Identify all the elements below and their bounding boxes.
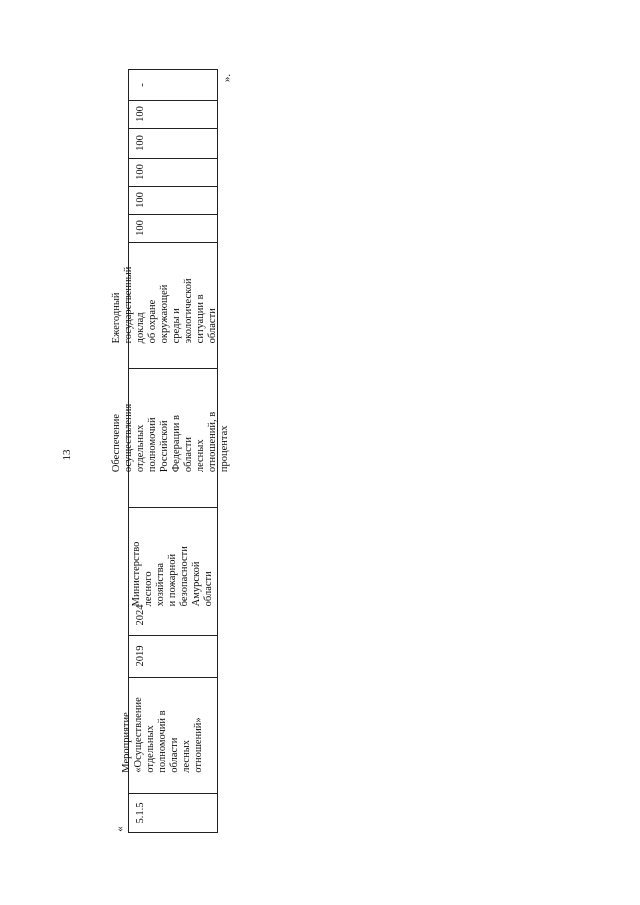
page-number: 13 <box>61 449 73 461</box>
cell-value-2021: 100 <box>135 164 146 180</box>
cell-code: 5.1.5 <box>135 802 146 823</box>
opening-quote: « <box>114 826 126 832</box>
cell-start-year: 2019 <box>135 645 146 667</box>
closing-quote: ». <box>221 73 233 83</box>
cell-end-year: 2024 <box>135 604 146 626</box>
cell-responsible: Министерство лесного хозяйства и пожарной безопасности Амурской области <box>131 541 214 606</box>
cell-value-2020: 100 <box>135 192 146 208</box>
cell-value-2024: - <box>137 83 148 87</box>
row-divider <box>129 128 217 129</box>
cell-measure: Мероприятие «Осуществление отдельных полномочий в области лесных отношений» <box>121 697 204 773</box>
cell-value-2022: 100 <box>135 135 146 151</box>
data-table <box>111 69 230 833</box>
cell-value-2023: 100 <box>135 106 146 122</box>
cell-source: Ежегодный государственный доклад об охране окружающей среды и экологической ситуации в области <box>111 266 218 344</box>
cell-indicator: Обеспечение осуществления отдельных полномочий Российской Федерации в области лесных отношений, в процентах <box>111 403 230 472</box>
cell-value-2019: 100 <box>135 220 146 236</box>
